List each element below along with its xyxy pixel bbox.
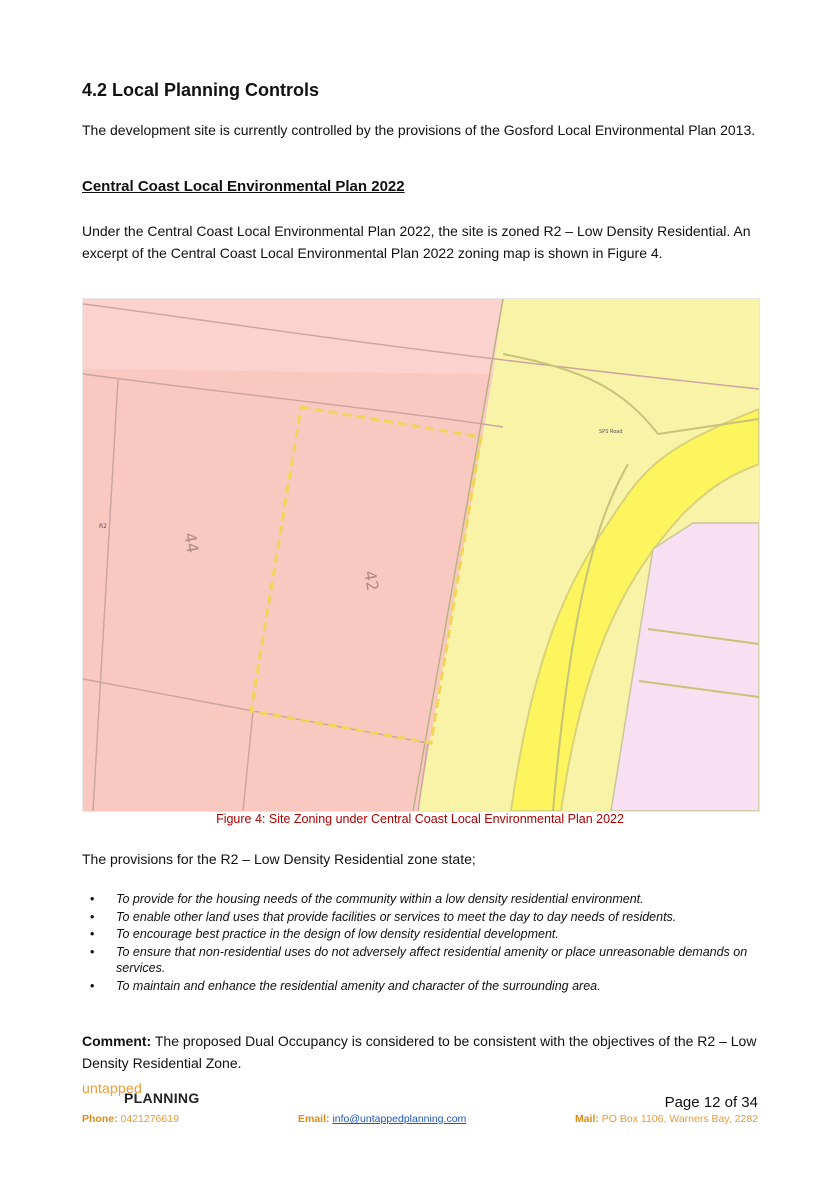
logo-bottom-text: PLANNING bbox=[124, 1090, 200, 1106]
page-number: Page 12 of 34 bbox=[664, 1094, 758, 1111]
zoning-map-svg bbox=[83, 299, 759, 811]
mail-label: Mail: bbox=[574, 1113, 599, 1125]
figure-caption: Figure 4: Site Zoning under Central Coast Local Environmental Plan 2022 bbox=[216, 812, 624, 826]
intro-paragraph: The development site is currently controlled by the provisions of the Gosford Local Environmental Plan 2013. bbox=[82, 122, 756, 138]
zoning-paragraph: Under the Central Coast Local Environmental Plan 2022, the site is zoned R2 – Low Density Residential. An excerpt of the Central Coast Local Environmental Plan 2022 zoning map is shown in Figure 4. bbox=[82, 223, 751, 261]
mail-value: PO Box 1106, Warners Bay, 2282 bbox=[601, 1113, 758, 1125]
map-label-zone: R2 bbox=[99, 523, 107, 530]
objective-item: • To maintain and enhance the residential amenity and character of the surrounding area. bbox=[82, 978, 762, 995]
zoning-map bbox=[82, 298, 760, 812]
lep-subheading: Central Coast Local Environmental Plan 2022 bbox=[82, 178, 405, 195]
footer-phone bbox=[82, 1113, 179, 1125]
provisions-intro: The provisions for the R2 – Low Density Residential zone state; bbox=[82, 851, 476, 867]
objective-item: • To ensure that non-residential uses do not adversely affect residential amenity or place unreasonable demands on services. bbox=[82, 944, 762, 977]
map-label-lot-44: 44 bbox=[180, 531, 203, 555]
r2-upper-area bbox=[83, 299, 503, 374]
phone-label: Phone: bbox=[82, 1113, 118, 1125]
email-label: Email: bbox=[298, 1113, 330, 1125]
objective-item: • To enable other land uses that provide facilities or services to meet the day to day needs of residents. bbox=[82, 909, 762, 926]
footer-mail bbox=[575, 1113, 758, 1125]
comment-label: Comment: bbox=[82, 1033, 152, 1049]
objective-item: • To provide for the housing needs of the community within a low density residential environment. bbox=[82, 891, 762, 908]
phone-value: 0421276619 bbox=[120, 1113, 179, 1125]
map-label-road: SPS Road bbox=[599, 429, 623, 435]
logo-top-text: untapped bbox=[82, 1080, 142, 1096]
company-logo bbox=[82, 1080, 200, 1106]
map-label-lot-42: 42 bbox=[360, 569, 383, 593]
objective-item: • To encourage best practice in the design of low density residential development. bbox=[82, 926, 762, 943]
footer-email bbox=[298, 1113, 466, 1125]
email-link[interactable]: info@untappedplanning.com bbox=[332, 1113, 467, 1125]
objectives-list bbox=[82, 891, 762, 995]
section-heading: 4.2 Local Planning Controls bbox=[82, 80, 320, 100]
comment-text: The proposed Dual Occupancy is considered to be consistent with the objectives of the R2 – Low Density Residential Zone. bbox=[82, 1033, 757, 1071]
comment-paragraph bbox=[82, 1030, 762, 1074]
